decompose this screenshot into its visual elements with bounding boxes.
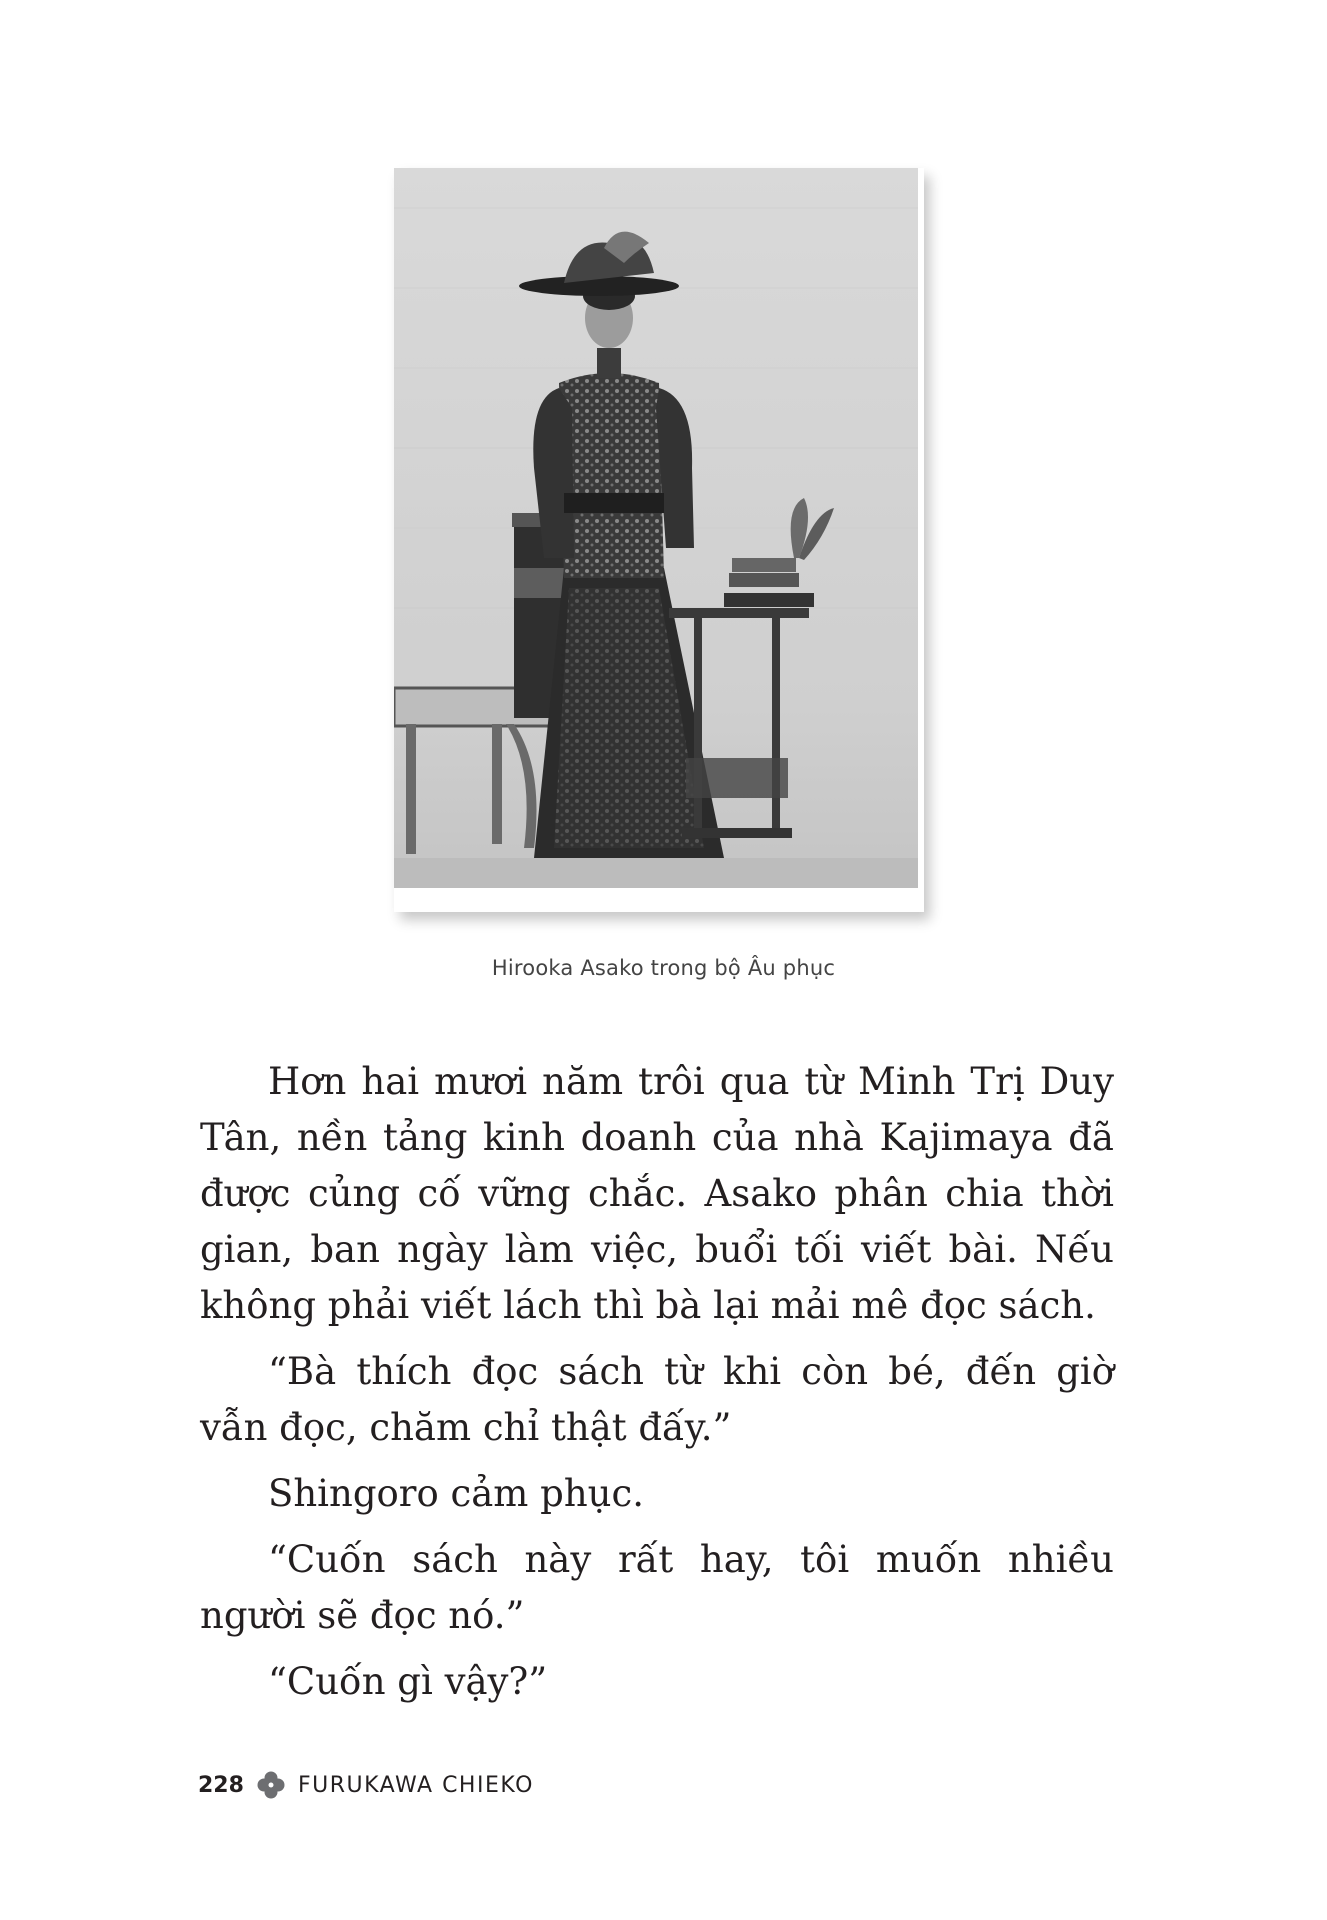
photo-frame [394, 168, 924, 912]
body-text [200, 1054, 1114, 1720]
paragraph: Hơn hai mươi năm trôi qua từ Minh Trị Duy Tân, nền tảng kinh doanh của nhà Kajimaya đã được củng cố vững chắc. Asako phân chia thời gian, ban ngày làm việc, buổi tối viết bài. Nếu không phải viết lách thì bà lại mải mê đọc sách. [200, 1060, 1114, 1327]
page-number: 228 [198, 1772, 244, 1798]
author-name: FURUKAWA CHIEKO [297, 1772, 534, 1798]
paragraph: “Bà thích đọc sách từ khi còn bé, đến giờ vẫn đọc, chăm chỉ thật đấy.” [200, 1350, 1114, 1449]
figure-caption: Hirooka Asako trong bộ Âu phục [491, 956, 836, 980]
paragraph: “Cuốn gì vậy?” [268, 1660, 548, 1703]
portrait-photo [394, 168, 918, 888]
page-footer [198, 1770, 534, 1800]
paragraph: Shingoro cảm phục. [268, 1472, 644, 1515]
paragraph: “Cuốn sách này rất hay, tôi muốn nhiều người sẽ đọc nó.” [200, 1538, 1114, 1637]
portrait-illustration [394, 168, 918, 888]
clover-icon [256, 1770, 286, 1800]
